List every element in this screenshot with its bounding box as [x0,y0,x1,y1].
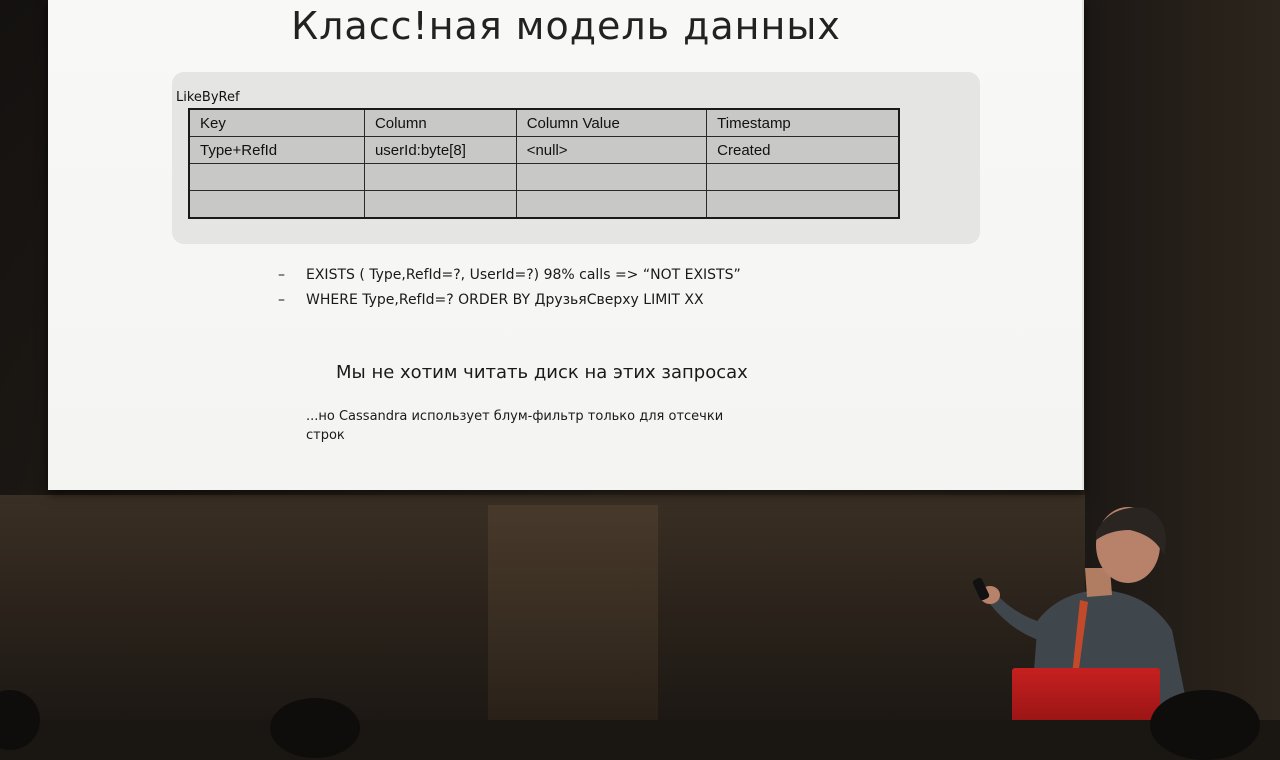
table-cell [707,191,899,219]
table-panel [172,72,980,244]
table-row [189,137,899,164]
table-row [189,164,899,191]
header-cell-column: Column [364,109,516,137]
audience-head [270,698,360,758]
footnote-line: ...но Cassandra использует блум-фильтр только для отсечки [306,409,724,424]
projected-slide [48,0,1084,490]
header-cell-timestamp: Timestamp [707,109,899,137]
header-cell-column-value: Column Value [516,109,706,137]
bullet-text: EXISTS ( Type,RefId=?, UserId=?) 98% calls => “NOT EXISTS” [306,266,741,283]
stage-pillar [488,505,658,720]
table-name-label: LikeByRef [176,90,240,105]
table-cell: userId:byte[8] [364,137,516,164]
key-statement: Мы не хотим читать диск на этих запросах [336,362,748,383]
table-cell [364,164,516,191]
table-cell [189,191,364,219]
laptop [1012,668,1160,720]
slide-edge [1082,0,1084,490]
table-cell [364,191,516,219]
slide-title: Класс!ная модель данных [291,4,841,48]
table-row [189,191,899,219]
bullet-item-exists [278,262,741,287]
bullet-marker: – [278,291,285,308]
bullet-item-where [278,287,741,312]
table-cell [516,164,706,191]
footnote [306,407,776,445]
table-cell [516,191,706,219]
table-header-row [189,109,899,137]
table-cell: Type+RefId [189,137,364,164]
table-cell [707,164,899,191]
table-cell: Created [707,137,899,164]
bullet-text: WHERE Type,RefId=? ORDER BY ДрузьяСверху LIMIT XX [306,291,704,308]
data-model-table [188,108,900,219]
bullet-list [278,262,741,312]
bullet-marker: – [278,266,285,283]
footnote-line: строк [306,428,345,443]
table-cell [189,164,364,191]
audience-head [1150,690,1260,760]
header-cell-key: Key [189,109,364,137]
table-cell: <null> [516,137,706,164]
